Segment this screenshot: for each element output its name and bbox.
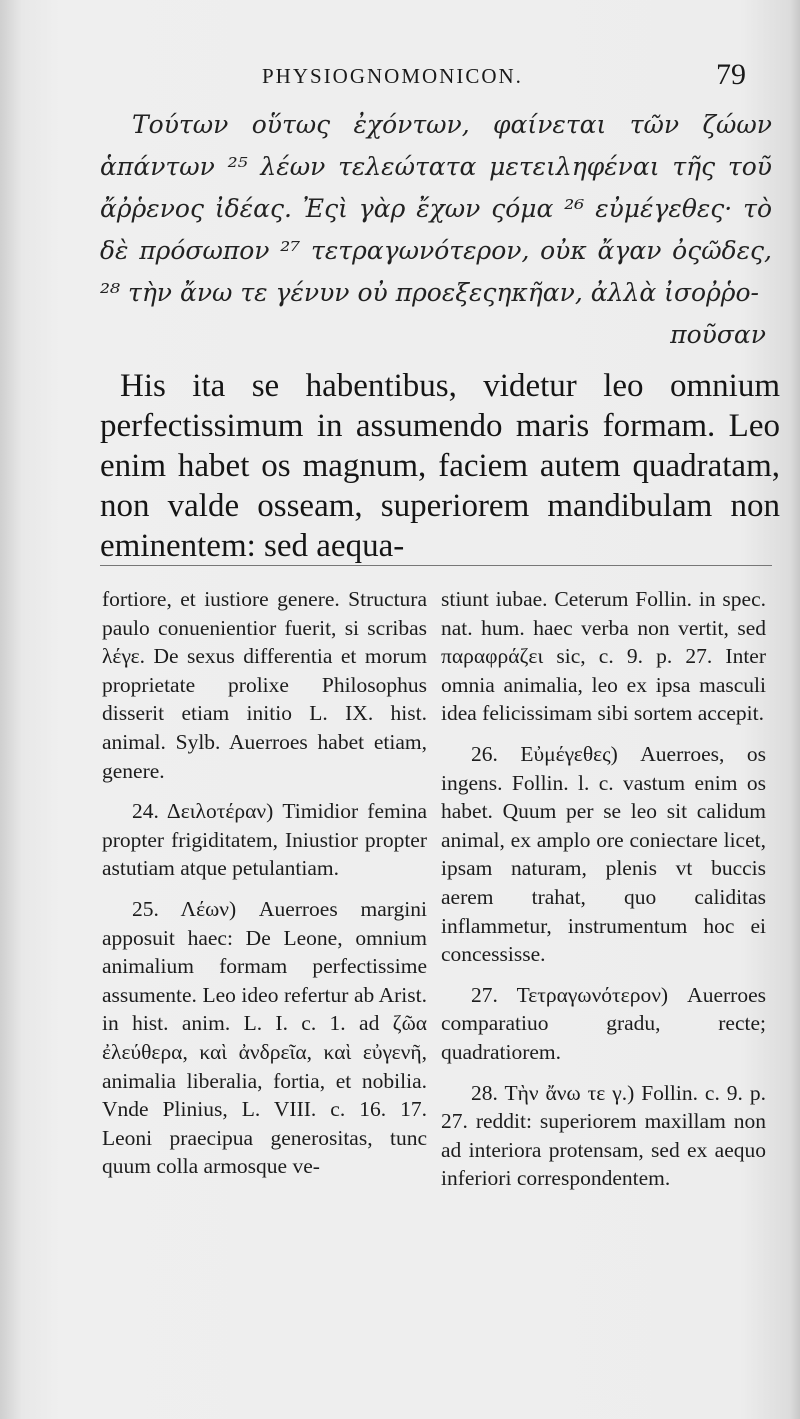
greek-paragraph-end: ποῦσαν xyxy=(670,320,766,349)
footnotes-left-column xyxy=(102,585,427,1187)
footnote-26: 26. Εὐμέγεθες) Auerroes, os ingens. Follin. l. c. vastum enim os habet. Quum per se leo sit calidum animal, ex amplo ore coniectare licet, ipsam naturam, plenis vt buccis aerem trahat, quo caliditas inflammetur, instrumentum hoc ei concessisse. xyxy=(441,741,766,967)
footnote-24: 24. Δειλοτέραν) Timidior femina propter frigiditatem, Iniustior propter astutiam atque petulantiam. xyxy=(102,799,427,881)
footnotes-right-column xyxy=(441,585,766,1199)
page-number: 79 xyxy=(716,58,746,91)
running-title: PHYSIOGNOMONICON. xyxy=(262,64,523,88)
page-header xyxy=(0,58,800,98)
latin-paragraph: His ita se habentibus, videtur leo omnium perfectissimum in assumendo maris formam. Leo enim habet os magnum, faciem autem quadratam, non valde osseam, superiorem mandibulam non eminentem: sed aequa- xyxy=(100,368,780,564)
footnote-28: 28. Τὴν ἄνω τε γ.) Follin. c. 9. p. 27. reddit: superiorem maxillam non ad interiora protensam, sed ex aequo inferiori correspondentem. xyxy=(441,1080,766,1191)
latin-translation-block xyxy=(100,366,780,566)
footnote-25-continuation: stiunt iubae. Ceterum Follin. in spec. nat. hum. haec verba non vertit, sed παραφράζει sic, c. 9. p. 27. Inter omnia animalia, leo ex ipsa masculi idea felicissimam sibi sortem accepit. xyxy=(441,587,766,726)
greek-text-block xyxy=(100,104,772,356)
greek-paragraph: Τούτων οὕτως ἐχόντων, φαίνεται τῶν ζώων ἁπάντων ²⁵ λέων τελεώτατα μετειληφέναι τῆς τοῦ ἄῤῥενος ἰδέας. Ἐςὶ γὰρ ἔχων ςόμα ²⁶ εὐμέγεθες· τὸ δὲ πρόσωπον ²⁷ τετραγωνότερον, οὐκ ἄγαν ὀςῶδες, ²⁸ τὴν ἄνω τε γένυν οὐ προεξεςηκῆαν, ἀλλὰ ἰσοῤῥο- xyxy=(100,110,772,307)
footnote-divider xyxy=(100,565,772,566)
footnote-25: 25. Λέων) Auerroes margini apposuit haec: De Leone, omnium animalium formam perfectissime assumente. Leo ideo refertur ab Arist. in hist. anim. L. I. c. 1. ad ζῶα ἐλεύθερα, καὶ ἀνδρεῖα, καὶ εὐγενῆ, animalia liberalia, fortia, et nobilia. Vnde Plinius, L. VIII. c. 16. 17. Leoni praecipua generositas, tunc quum colla armosque ve- xyxy=(102,896,427,1179)
footnote-27: 27. Τετραγωνότερον) Auerroes comparatiuo gradu, recte; quadratiorem. xyxy=(441,982,766,1064)
footnote-continuation: fortiore, et iustiore genere. Structura paulo conuenientior fuerit, si scribas λέγε. De sexus differentia et morum proprietate prolixe Philosophus disserit etiam initio L. IX. hist. animal. Sylb. Auerroes habet etiam, genere. xyxy=(102,587,427,783)
